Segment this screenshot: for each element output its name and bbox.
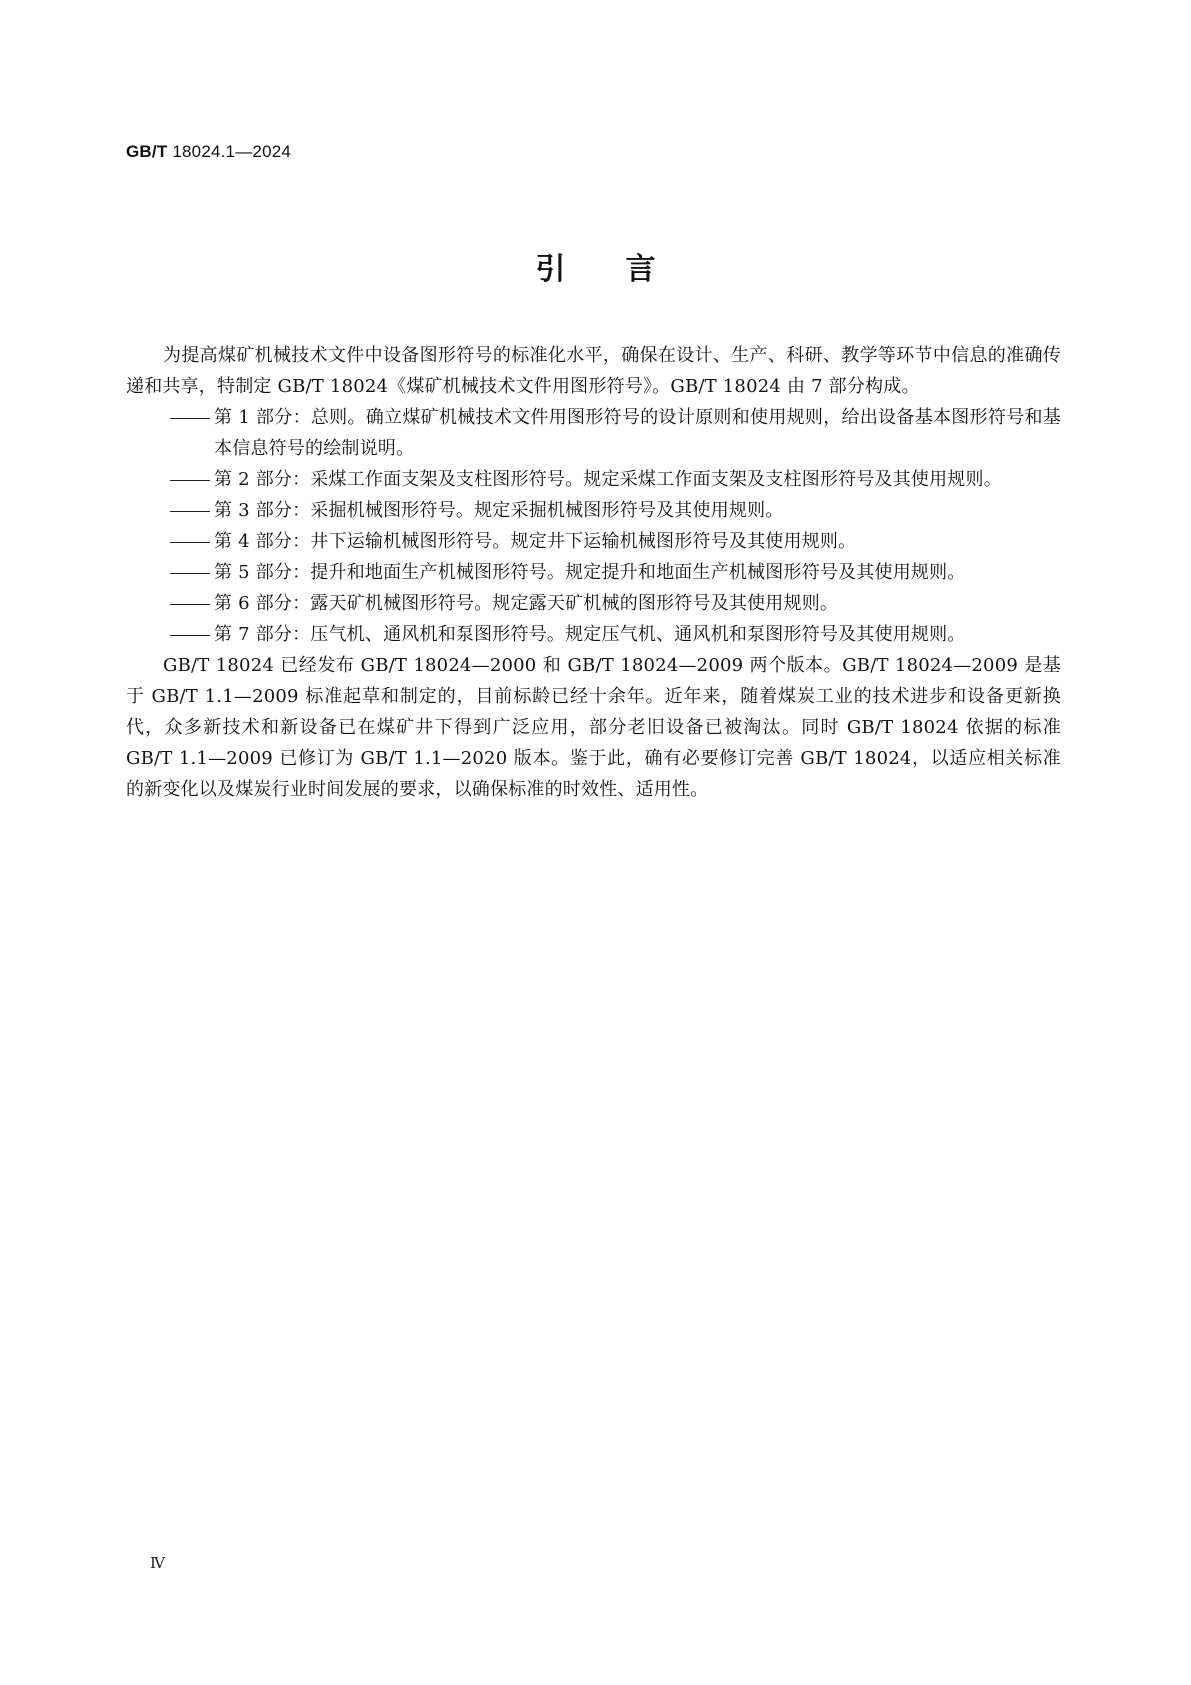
part-text: 第 6 部分：露天矿机械图形符号。规定露天矿机械的图形符号及其使用规则。 — [214, 593, 839, 614]
part-text: 第 3 部分：采掘机械图形符号。规定采掘机械图形符号及其使用规则。 — [214, 500, 784, 521]
part-text: 第 2 部分：采煤工作面支架及支柱图形符号。规定采煤工作面支架及支柱图形符号及其使用规则。 — [214, 469, 1002, 490]
part-text: 第 1 部分：总则。确立煤矿机械技术文件用图形符号的设计原则和使用规则，给出设备基本图形符号和基本信息符号的绘制说明。 — [214, 407, 1061, 459]
list-item — [126, 464, 1061, 495]
list-item — [126, 619, 1061, 650]
part-text: 第 5 部分：提升和地面生产机械图形符号。规定提升和地面生产机械图形符号及其使用规则。 — [214, 562, 966, 583]
standard-prefix: GB/T — [126, 142, 168, 161]
list-item — [126, 557, 1061, 588]
standard-number: 18024.1—2024 — [172, 142, 292, 161]
list-item — [126, 495, 1061, 526]
part-text: 第 7 部分：压气机、通风机和泵图形符号。规定压气机、通风机和泵图形符号及其使用规则。 — [214, 624, 966, 645]
closing-paragraph: GB/T 18024 已经发布 GB/T 18024—2000 和 GB/T 18024—2009 两个版本。GB/T 18024—2009 是基于 GB/T 1.1—2009 标准起草和制定的，目前标龄已经十余年。近年来，随着煤炭工业的技术进步和设备更新换代，众多新技术和新设备已在煤矿井下得到广泛应用，部分老旧设备已被淘汰。同时 GB/T 18024 依据的标准 GB/T 1.1—2009 已修订为 GB/T 1.1—2020 版本。鉴于此，确有必要修订完善 GB/T 18024，以适应相关标准的新变化以及煤炭行业时间发展的要求，以确保标准的时效性、适用性。 — [126, 655, 1061, 800]
list-item — [126, 588, 1061, 619]
part-text: 第 4 部分：井下运输机械图形符号。规定井下运输机械图形符号及其使用规则。 — [214, 531, 857, 552]
standard-code-header — [126, 142, 291, 162]
list-item — [126, 526, 1061, 557]
section-title: 引言 — [535, 252, 716, 287]
section-body — [126, 340, 1061, 805]
parts-list — [126, 402, 1061, 650]
intro-paragraph: 为提高煤矿机械技术文件中设备图形符号的标准化水平，确保在设计、生产、科研、教学等环节中信息的准确传递和共享，特制定 GB/T 18024《煤矿机械技术文件用图形符号》。GB/T 18024 由 7 部分构成。 — [126, 345, 1061, 397]
list-item — [126, 402, 1061, 464]
page-number: Ⅳ — [150, 1554, 165, 1572]
